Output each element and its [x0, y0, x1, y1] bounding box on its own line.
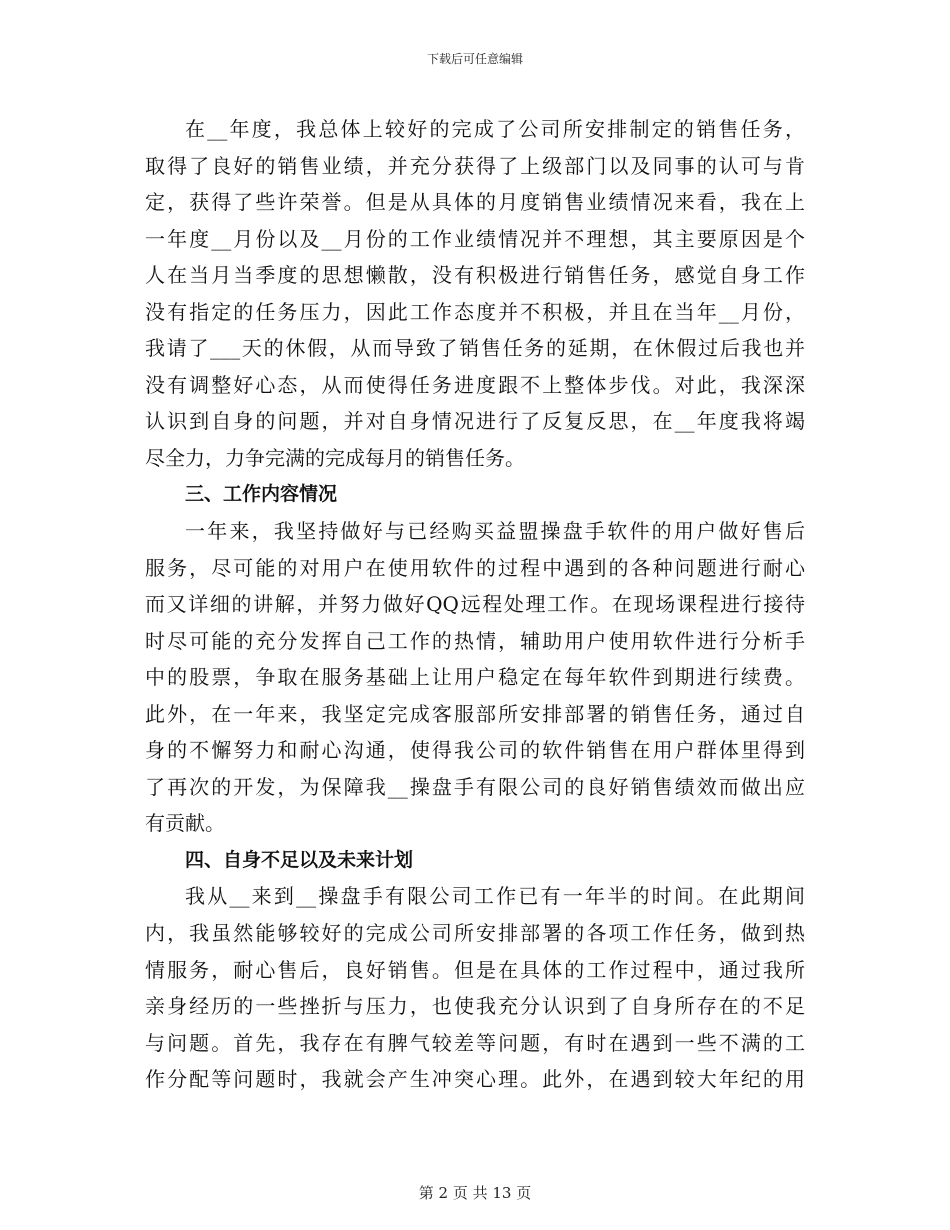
page-header: 下载后可任意编辑	[426, 52, 523, 66]
paragraph-line: 有贡献。	[145, 811, 225, 836]
paragraph-line: 没有调整好心态，从而使得任务进度跟不上整体步伐。对此，我深深	[145, 372, 805, 397]
paragraph-line: 服务，尽可能的对用户在使用软件的过程中遇到的各种问题进行耐心	[145, 555, 805, 580]
paragraph-line: 身的不懈努力和耐心沟通，使得我公司的软件销售在用户群体里得到	[145, 738, 805, 763]
paragraph-line: 亲身经历的一些挫折与压力，也使我充分认识到了自身所存在的不足	[145, 994, 805, 1019]
paragraph-line: 在__年度，我总体上较好的完成了公司所安排制定的销售任务，	[185, 117, 805, 141]
page-number-footer: 第 2 页 共 13 页	[418, 1184, 532, 1202]
paragraph-line: 人在当月当季度的思想懒散，没有积极进行销售任务，感觉自身工作	[145, 263, 805, 288]
paragraph-line: 我从__来到__操盘手有限公司工作已有一年半的时间。在此期间	[185, 884, 805, 909]
paragraph-line: 一年度__月份以及__月份的工作业绩情况并不理想，其主要原因是个	[145, 226, 805, 251]
paragraph-line: 情服务，耐心售后，良好销售。但是在具体的工作过程中，通过我所	[145, 957, 805, 982]
paragraph-line: 内，我虽然能够较好的完成公司所安排部署的各项工作任务，做到热	[145, 921, 805, 946]
paragraph-line: 认识到自身的问题，并对自身情况进行了反复反思，在__年度我将竭	[145, 409, 805, 434]
document-body	[145, 111, 805, 1098]
section-heading: 四、自身不足以及未来计划	[185, 848, 414, 871]
paragraph-line: 定，获得了些许荣誉。但是从具体的月度销售业绩情况来看，我在上	[145, 190, 805, 215]
paragraph-line: 没有指定的任务压力，因此工作态度并不积极，并且在当年__月份，	[145, 299, 805, 324]
paragraph-line: 取得了良好的销售业绩，并充分获得了上级部门以及同事的认可与肯	[145, 153, 805, 178]
paragraph-line: 一年来，我坚持做好与已经购买益盟操盘手软件的用户做好售后	[185, 519, 805, 544]
paragraph-line: 了再次的开发，为保障我__操盘手有限公司的良好销售绩效而做出应	[145, 774, 805, 799]
paragraph-line: 与问题。首先，我存在有脾气较差等问题，有时在遇到一些不满的工	[145, 1030, 805, 1055]
paragraph-line: 作分配等问题时，我就会产生冲突心理。此外，在遇到较大年纪的用	[145, 1067, 805, 1092]
paragraph-line: 尽全力，力争完满的完成每月的销售任务。	[145, 445, 525, 470]
paragraph-line: 此外，在一年来，我坚定完成客服部所安排部署的销售任务，通过自	[145, 701, 805, 726]
paragraph-line: 我请了___天的休假，从而导致了销售任务的延期，在休假过后我也并	[145, 336, 805, 361]
section-heading: 三、工作内容情况	[185, 483, 338, 506]
paragraph-line: 而又详细的讲解，并努力做好QQ远程处理工作。在现场课程进行接待	[145, 592, 805, 617]
paragraph-line: 中的股票，争取在服务基础上让用户稳定在每年软件到期进行续费。	[145, 665, 805, 690]
paragraph-line: 时尽可能的充分发挥自己工作的热情，辅助用户使用软件进行分析手	[145, 628, 805, 653]
